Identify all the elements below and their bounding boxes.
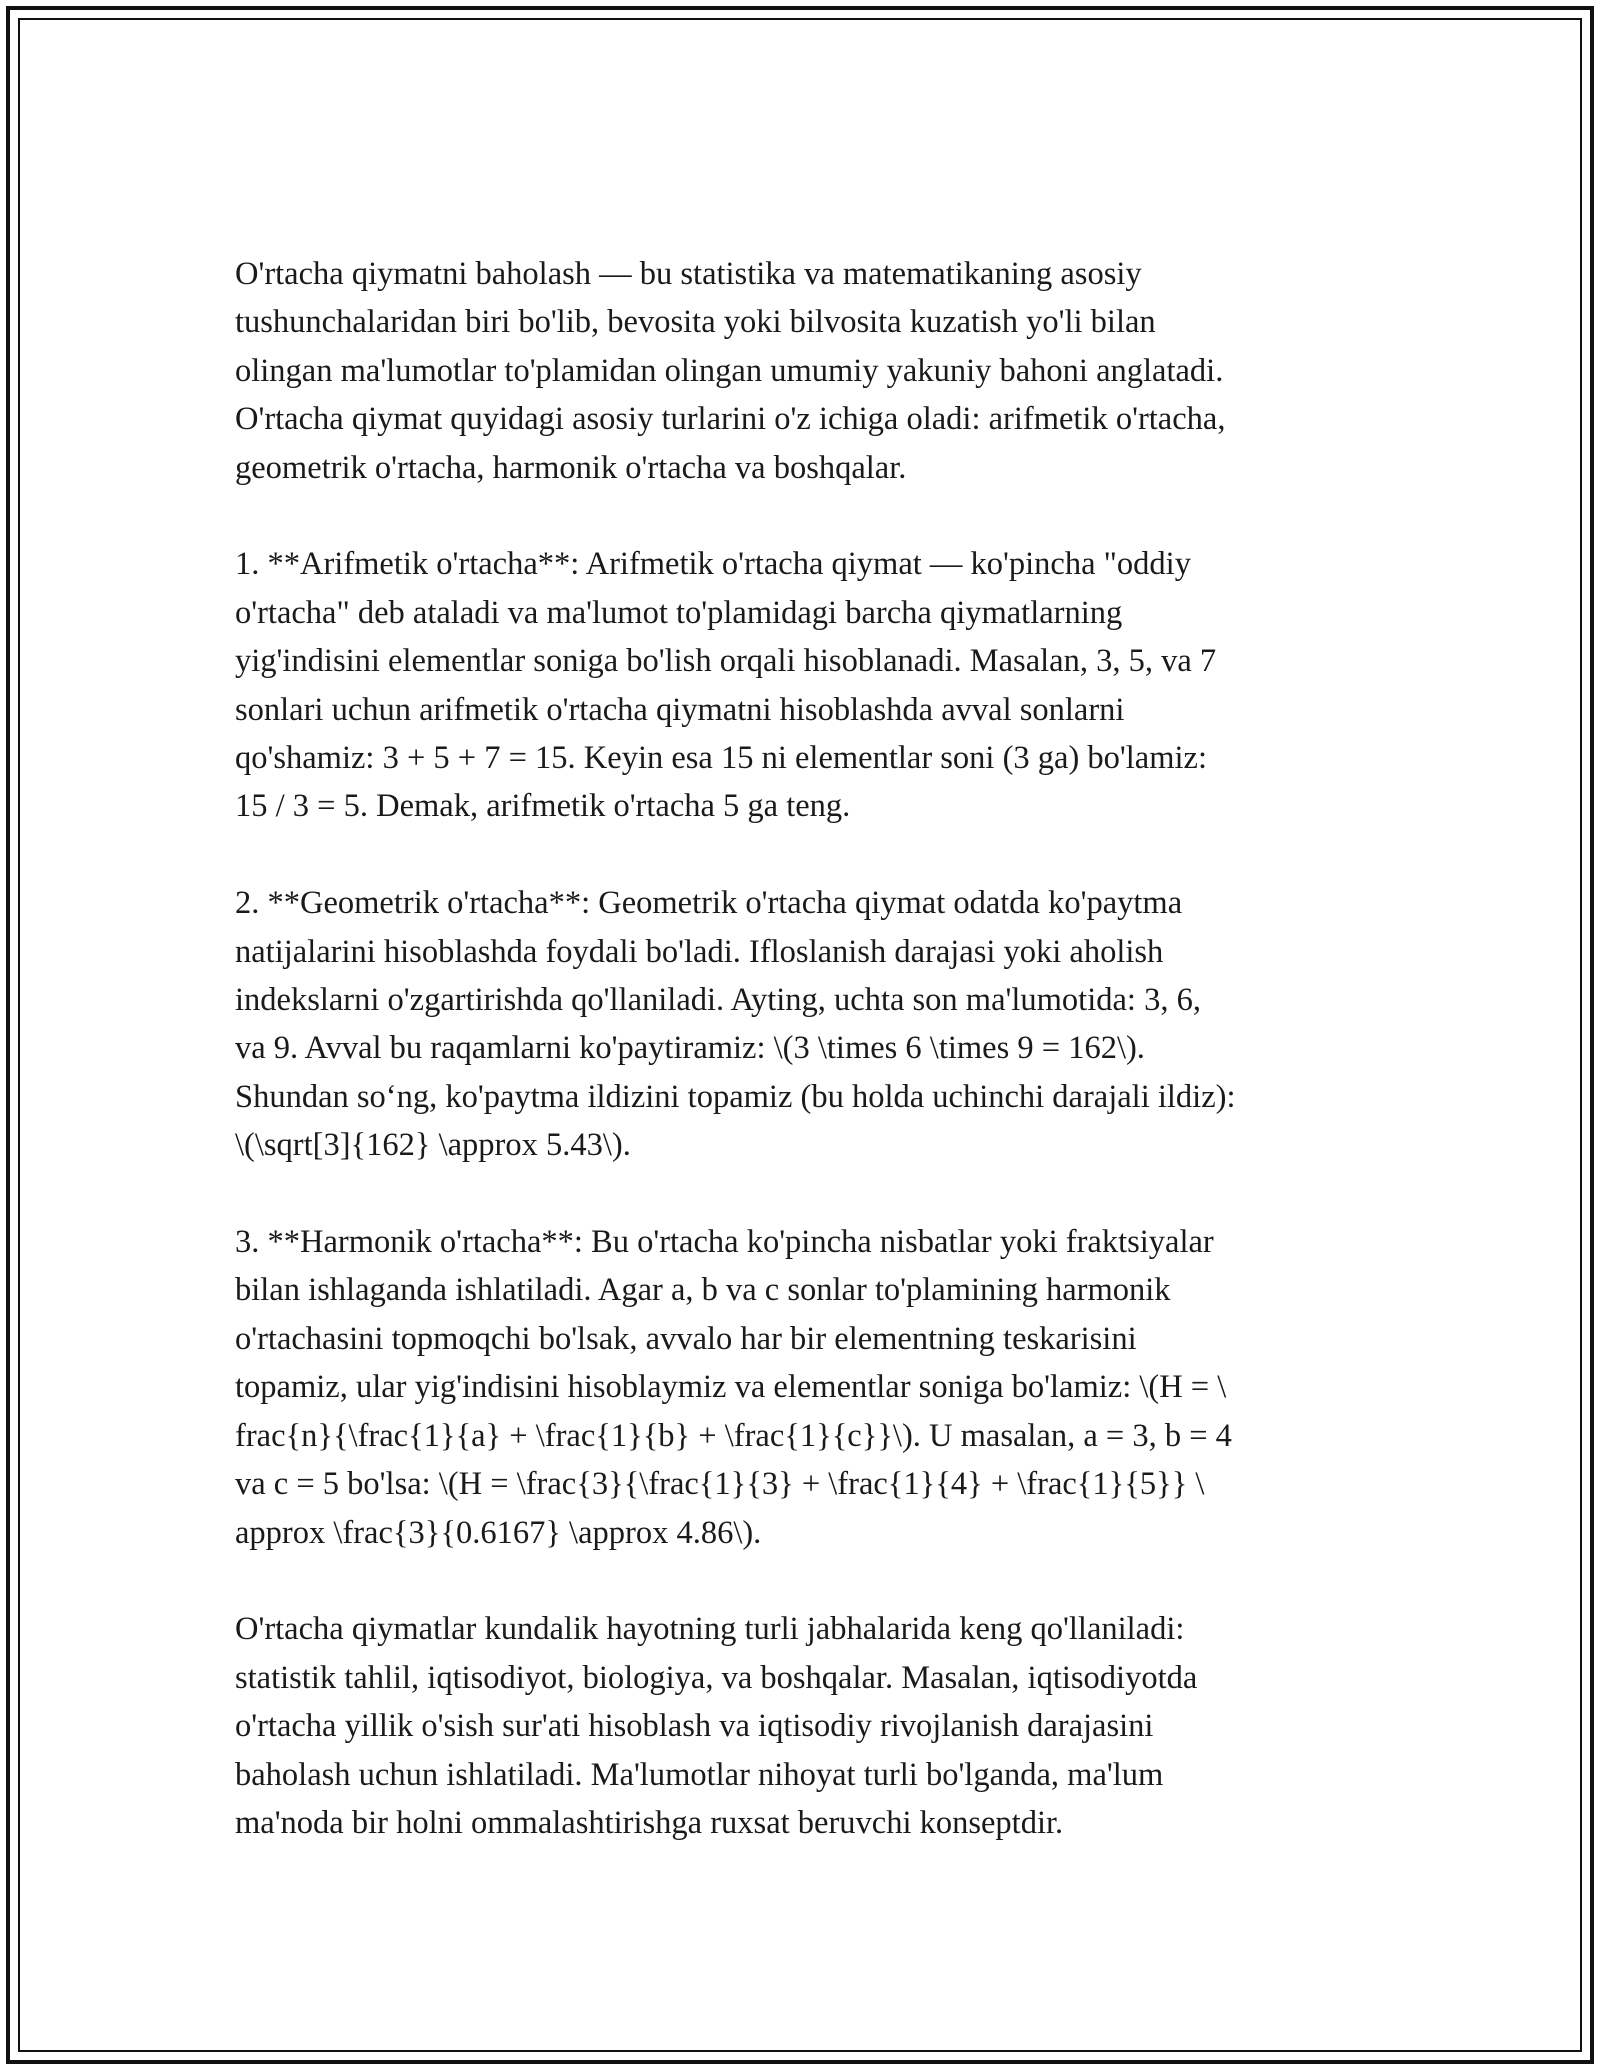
document-body <box>235 250 1370 1847</box>
paragraph-geometric-mean: 2. **Geometrik o'rtacha**: Geometrik o'rtacha qiymat odatda ko'paytma natijalarini hisoblashda foydali bo'ladi. Ifloslanish darajasi yoki aholish indekslarni o'zgartirishda qo'llaniladi. Ayting, uchta son ma'lumotida: 3, 6, va 9. Avval bu raqamlarni ko'paytiramiz: \(3 \times 6 \times 9 = 162\). Shundan so‘ng, ko'paytma ildizini topamiz (bu holda uchinchi darajali ildiz): \(\sqrt[3]{162} \approx 5.43\). <box>235 885 1236 1164</box>
paragraph-harmonic-mean: 3. **Harmonik o'rtacha**: Bu o'rtacha ko'pincha nisbatlar yoki fraktsiyalar bilan ishlaganda ishlatiladi. Agar a, b va c sonlar to'plamining harmonik o'rtachasini topmoqchi bo'lsak, avvalo har bir elementning teskarisini topamiz, ular yig'indisini hisoblaymiz va elementlar soniga bo'lamiz: \(H = \ frac{n}{\frac{1}{a} + \frac{1}{b} + \frac{1}{c}}\). U masalan, a = 3, b = 4 va c = 5 bo'lsa: \(H = \frac{3}{\frac{1}{3} + \frac{1}{4} + \frac{1}{5}} \ approx \frac{3}{0.6167} \approx 4.86\). <box>235 1224 1232 1551</box>
paragraph-arithmetic-mean: 1. **Arifmetik o'rtacha**: Arifmetik o'rtacha qiymat — ko'pincha "oddiy o'rtacha" deb ataladi va ma'lumot to'plamidagi barcha qiymatlarning yig'indisini elementlar soniga bo'lish orqali hisoblanadi. Masalan, 3, 5, va 7 sonlari uchun arifmetik o'rtacha qiymatni hisoblashda avval sonlarni qo'shamiz: 3 + 5 + 7 = 15. Keyin esa 15 ni elementlar soni (3 ga) bo'lamiz: 15 / 3 = 5. Demak, arifmetik o'rtacha 5 ga teng. <box>235 546 1217 825</box>
paragraph-conclusion: O'rtacha qiymatlar kundalik hayotning turli jabhalarida keng qo'llaniladi: statistik tahlil, iqtisodiyot, biologiya, va boshqalar. Masalan, iqtisodiyotda o'rtacha yillik o'sish sur'ati hisoblash va iqtisodiy rivojlanish darajasini baholash uchun ishlatiladi. Ma'lumotlar nihoyat turli bo'lganda, ma'lum ma'noda bir holni ommalashtirishga ruxsat beruvchi konseptdir. <box>235 1611 1198 1841</box>
paragraph-intro: O'rtacha qiymatni baholash — bu statistika va matematikaning asosiy tushunchalaridan biri bo'lib, bevosita yoki bilvosita kuzatish yo'li bilan olingan ma'lumotlar to'plamidan olingan umumiy yakuniy bahoni anglatadi. O'rtacha qiymat quyidagi asosiy turlarini o'z ichiga oladi: arifmetik o'rtacha, geometrik o'rtacha, harmonik o'rtacha va boshqalar. <box>235 256 1226 486</box>
